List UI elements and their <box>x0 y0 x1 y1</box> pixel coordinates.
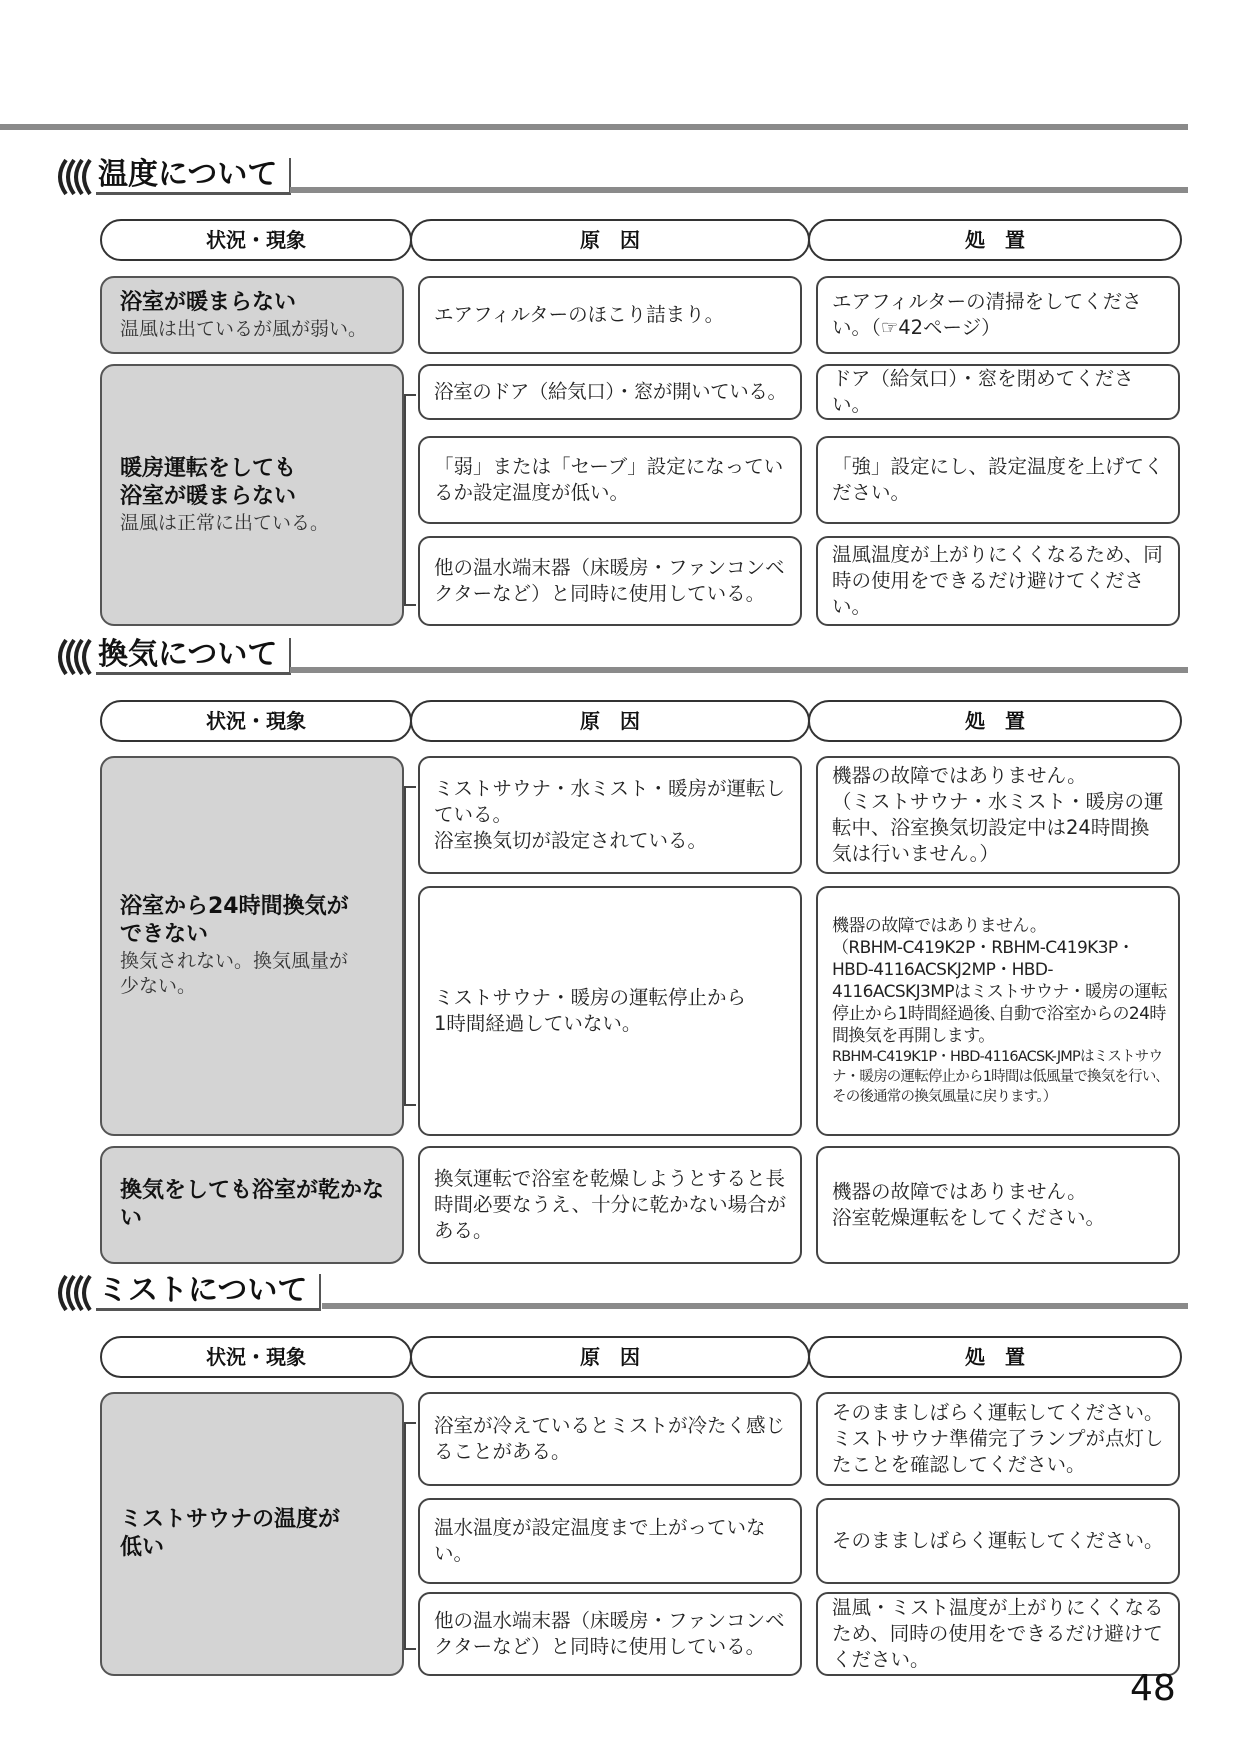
cause-box <box>418 1146 802 1264</box>
situation-subtitle: 温風は出ているが風が弱い。 <box>120 317 368 340</box>
cause-box <box>418 1592 802 1676</box>
situation-title: 換気をしても浴室が乾かない <box>120 1178 385 1231</box>
cause-box <box>418 536 802 626</box>
remedy-main-text: 機器の故障ではありません。 （RBHM-C419K2P・RBHM-C419K3P・HBD-4116ACSKJ2MP・HBD-4116ACSKJ3MPはミストサウナ・暖房の運転停止から1時間経過後､自動で浴室からの24時間換気を再開します。 <box>832 916 1168 1046</box>
remedy-box <box>816 364 1180 420</box>
remedy-box <box>816 1592 1180 1676</box>
page-number: 48 <box>1130 1668 1176 1709</box>
situation-box <box>100 276 404 354</box>
situation-subtitle: 換気されない。換気風量が 少ない。 <box>120 950 349 997</box>
section-marker-icon <box>52 638 96 676</box>
remedy-text: そのまましばらく運転してください。 ミストサウナ準備完了ランプが点灯したことを確認してください。 <box>832 1401 1164 1476</box>
header-situation: 状況・現象 <box>100 1336 412 1378</box>
section-title-text: 温度について <box>96 158 291 195</box>
situation-title: 浴室が暖まらない <box>120 289 297 315</box>
remedy-box <box>816 1392 1180 1486</box>
remedy-box <box>816 436 1180 524</box>
section-rule <box>322 1303 1188 1309</box>
remedy-box <box>816 1146 1180 1264</box>
bracket-connector <box>404 786 416 1106</box>
remedy-text <box>832 893 1168 1129</box>
remedy-box <box>816 536 1180 626</box>
situation-title: ミストサウナの温度が 低い <box>120 1507 341 1560</box>
section-title-text: ミストについて <box>96 1274 321 1311</box>
section-title-text: 換気について <box>96 638 291 675</box>
cause-box <box>418 436 802 524</box>
section-rule <box>290 187 1188 193</box>
cause-box <box>418 364 802 420</box>
cause-box <box>418 1498 802 1584</box>
cause-text: 浴室が冷えているとミストが冷たく感じることがある。 <box>434 1414 786 1463</box>
remedy-text: 機器の故障ではありません。 （ミストサウナ・水ミスト・暖房の運転中、浴室換気切設定中は24時間換気は行いません。） <box>832 764 1164 865</box>
cause-text: 換気運転で浴室を乾燥しようとすると長時間必要なうえ、十分に乾かない場合がある。 <box>434 1167 787 1242</box>
remedy-text: 「強」設定にし、設定温度を上げてください。 <box>832 455 1164 504</box>
remedy-text: エアフィルターの清掃をしてください。（☞42ページ） <box>832 290 1142 339</box>
cause-text: 他の温水端末器（床暖房・ファンコンベクターなど）と同時に使用している。 <box>434 556 785 605</box>
remedy-text: ドア（給気口）・窓を閉めてください。 <box>832 367 1134 416</box>
header-cause: 原 因 <box>410 1336 810 1378</box>
remedy-text: そのまましばらく運転してください。 <box>832 1529 1164 1552</box>
cause-text: ミストサウナ・暖房の運転停止から 1時間経過していない。 <box>434 986 747 1035</box>
cause-text: 浴室のドア（給気口）・窓が開いている。 <box>434 380 787 403</box>
situation-title: 暖房運転をしても 浴室が暖まらない <box>120 455 297 509</box>
remedy-text: 機器の故障ではありません。 浴室乾燥運転をしてください。 <box>832 1180 1106 1229</box>
remedy-text: 温風温度が上がりにくくなるため、同時の使用をできるだけ避けてください。 <box>832 543 1163 618</box>
situation-box <box>100 1146 404 1264</box>
bracket-connector <box>404 394 416 606</box>
cause-box <box>418 886 802 1136</box>
cause-text: 「弱」または「セーブ」設定になっているか設定温度が低い。 <box>434 455 784 504</box>
situation-title: 浴室から24時間換気が できない <box>120 894 349 947</box>
section-marker-icon <box>52 158 96 196</box>
remedy-box <box>816 276 1180 354</box>
header-remedy: 処 置 <box>808 1336 1182 1378</box>
cause-box <box>418 276 802 354</box>
cause-box <box>418 756 802 874</box>
cause-text: ミストサウナ・水ミスト・暖房が運転している。 浴室換気切が設定されている。 <box>434 777 786 852</box>
cause-text: 他の温水端末器（床暖房・ファンコンベクターなど）と同時に使用している。 <box>434 1609 785 1658</box>
header-situation: 状況・現象 <box>100 700 412 742</box>
cause-text: 温水温度が設定温度まで上がっていない。 <box>434 1516 766 1565</box>
situation-box <box>100 756 404 1136</box>
header-remedy: 処 置 <box>808 700 1182 742</box>
header-cause: 原 因 <box>410 219 810 261</box>
bracket-connector <box>404 1422 416 1650</box>
cause-text: エアフィルターのほこり詰まり。 <box>434 303 725 326</box>
header-cause: 原 因 <box>410 700 810 742</box>
remedy-note-text: RBHM-C419K1P・HBD-4116ACSK-JMPはミストサウナ・暖房の運転停止から1時間は低風量で換気を行い､その後通常の換気風量に戻ります。） <box>832 1049 1163 1105</box>
section-rule <box>290 667 1188 673</box>
header-situation: 状況・現象 <box>100 219 412 261</box>
remedy-text: 温風・ミスト温度が上がりにくくなるため、同時の使用をできるだけ避けてください。 <box>832 1596 1164 1671</box>
situation-box <box>100 364 404 626</box>
remedy-box <box>816 756 1180 874</box>
section-marker-icon <box>52 1274 96 1312</box>
header-remedy: 処 置 <box>808 219 1182 261</box>
remedy-box <box>816 886 1180 1136</box>
situation-subtitle: 温風は正常に出ている。 <box>120 511 330 534</box>
cause-box <box>418 1392 802 1486</box>
top-rule <box>0 124 1188 130</box>
remedy-box <box>816 1498 1180 1584</box>
situation-box <box>100 1392 404 1676</box>
